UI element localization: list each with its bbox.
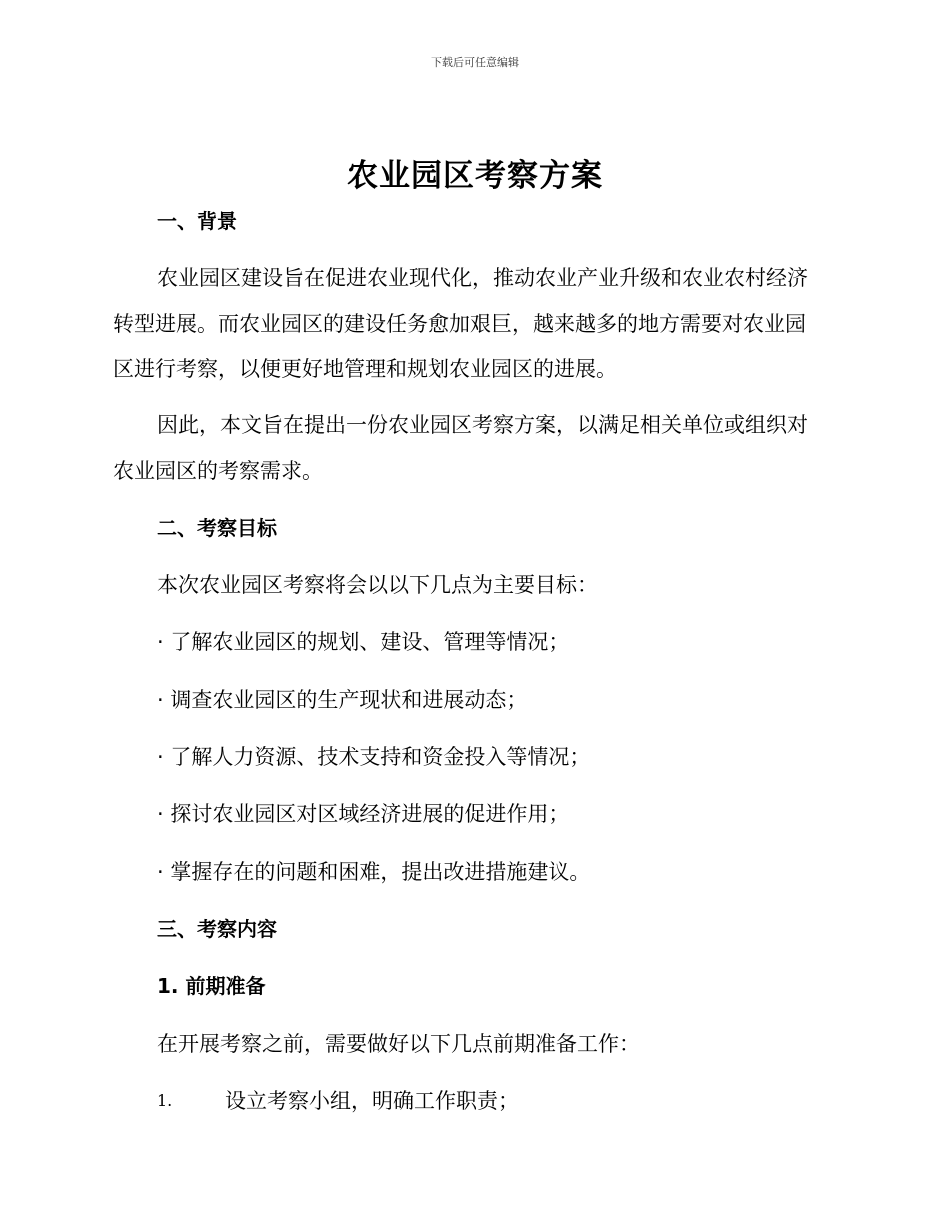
bullet-item: · 调查农业园区的生产现状和进展动态； <box>157 688 528 712</box>
document-title: 农业园区考察方案 <box>347 158 603 194</box>
section-heading-background: 一、背景 <box>157 209 237 233</box>
bullet-item: · 了解农业园区的规划、建设、管理等情况； <box>157 630 570 654</box>
paragraph-line: 农业园区建设旨在促进农业现代化，推动农业产业升级和农业农村经济 <box>157 266 808 290</box>
list-item: 设立考察小组，明确工作职责； <box>225 1089 519 1113</box>
bullet-item: · 掌握存在的问题和困难，提出改进措施建议。 <box>157 860 591 884</box>
subsection-heading: 1. 前期准备 <box>157 974 266 998</box>
paragraph-line: 农业园区的考察需求。 <box>113 459 323 483</box>
paragraph-line: 在开展考察之前，需要做好以下几点前期准备工作： <box>157 1032 640 1056</box>
section-heading-goals: 二、考察目标 <box>157 516 277 540</box>
paragraph-line: 区进行考察，以便更好地管理和规划农业园区的进展。 <box>113 357 617 381</box>
section-heading-content: 三、考察内容 <box>157 917 277 941</box>
header-note: 下载后可任意编辑 <box>431 56 519 69</box>
list-number: 1. <box>157 1091 173 1110</box>
bullet-item: · 了解人力资源、技术支持和资金投入等情况； <box>157 745 591 769</box>
bullet-item: · 探讨农业园区对区域经济进展的促进作用； <box>157 802 570 826</box>
paragraph-line: 本次农业园区考察将会以以下几点为主要目标： <box>157 573 598 597</box>
paragraph-line: 因此，本文旨在提出一份农业园区考察方案，以满足相关单位或组织对 <box>157 413 808 437</box>
paragraph-line: 转型进展。而农业园区的建设任务愈加艰巨，越来越多的地方需要对农业园 <box>113 312 806 336</box>
